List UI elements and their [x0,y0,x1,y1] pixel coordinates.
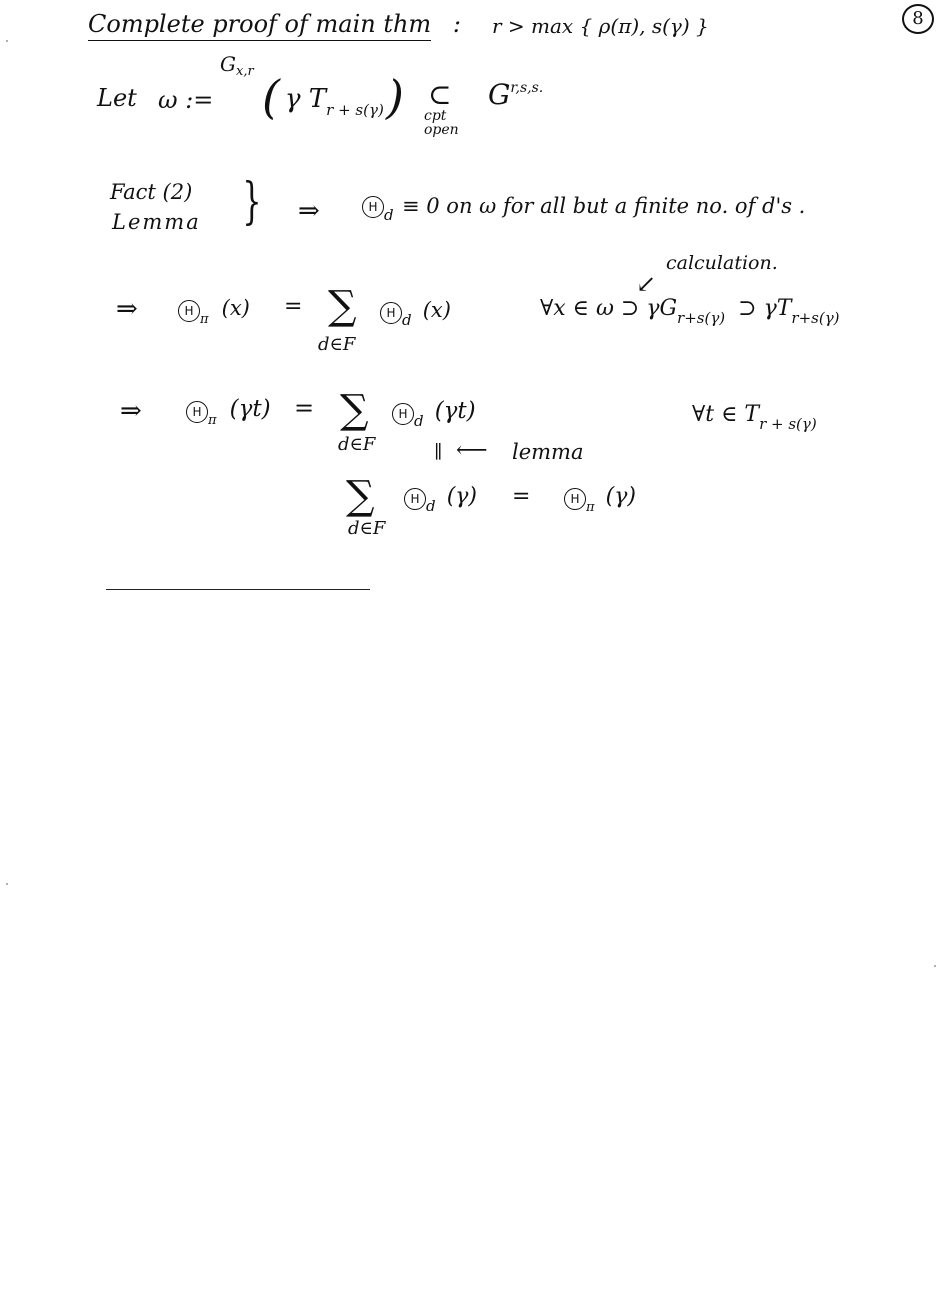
compact-label: cpt [424,108,447,124]
gamma-torus-subscript: r + s(γ) [326,101,384,119]
scan-speck [934,965,936,967]
theta-d-subscript: d [414,412,424,430]
theta-d-gamma [404,484,478,515]
domain-condition-sub2: r+s(γ) [791,309,840,327]
lemma-annotation: lemma [512,440,584,464]
theta-d-subscript: d [426,497,436,515]
end-of-proof-rule [106,589,370,590]
vanishing-statement: ≡ 0 on ω for all but a finite no. of d's . [402,194,806,218]
character-theta-icon: H [404,488,426,510]
page-number: 8 [902,4,934,34]
torus-condition-sub: r + s(γ) [759,415,817,433]
gamma-torus-letters: γ T [285,84,327,114]
open-paren: ( [262,70,280,124]
torus-condition [692,402,817,433]
character-theta-icon: H [380,302,402,324]
group-G-letter: G [488,78,511,111]
domain-condition [540,296,840,327]
annotation-arrow: ↙ [636,270,657,298]
theta-d-argument: (x) [422,298,451,322]
theta-pi-argument: (x) [221,296,250,320]
domain-condition-sub1: r+s(γ) [677,309,726,327]
equals-sign-4: = [512,484,531,509]
let-word: Let [97,84,137,112]
theta-pi-x [178,296,250,327]
theta-pi-subscript: π [200,312,209,327]
title-colon: : [452,10,461,38]
close-paren: ) [386,70,404,124]
theta-pi-gamma-t [186,396,271,428]
scan-speck [6,883,8,885]
sum-sign-3: ∑ [340,387,369,433]
theta-subscript: d [384,205,394,224]
subset-symbol: ⊂ [428,78,452,111]
omega-definition: ω := [158,86,214,114]
domain-condition-part2: ⊃ γT [738,296,792,321]
open-label: open [424,122,459,138]
scan-speck [6,40,8,42]
theta-pi-subscript: π [208,413,217,428]
theta-d [362,196,394,224]
theorem-condition: r > max { ρ(π), s(γ) } [492,14,709,38]
theta-d-argument: (γ) [446,484,478,509]
theta-pi-subscript: π [586,500,595,515]
group-G-superscript: r,s,s. [510,80,544,96]
fact-label: Fact (2) [110,180,193,204]
theta-pi-argument: (γt) [229,396,271,422]
theta-d-x [380,298,451,329]
character-theta-icon: H [362,196,384,218]
group-G [488,78,543,111]
equals-sign: = [284,294,303,319]
theta-d-gamma-t [392,398,476,430]
domain-condition-part1: ∀x ∈ ω ⊃ γG [540,296,678,321]
sum-sign: ∑ [328,283,357,329]
equals-sign-3: = [294,394,315,422]
implies-arrow-3: ⇒ [120,396,142,426]
theta-d-argument: (γt) [434,398,476,424]
implies-arrow-2: ⇒ [116,294,138,324]
theta-d-subscript: d [402,311,412,329]
gamma-torus [285,84,384,119]
character-theta-icon: H [186,401,208,423]
conjugation-group-subscript: x,r [235,64,254,79]
equality-mark: ∥ [434,442,443,463]
page-title [88,10,461,38]
right-brace: } [242,172,262,230]
title-text: Complete proof of main thm [88,10,431,41]
character-theta-icon: H [392,403,414,425]
character-theta-icon: H [564,488,586,510]
theta-pi-argument: (γ) [605,484,636,509]
sum-index-3: d∈F [338,434,376,455]
conjugation-group-letter: G [220,52,236,76]
sum-index: d∈F [318,334,356,355]
lemma-label: Lemma [112,210,201,234]
sum-index-4: d∈F [348,518,386,539]
conjugation-group [220,52,254,79]
lemma-arrow: ⟵ [456,438,488,463]
calculation-annotation: calculation. [666,252,778,274]
implies-arrow: ⇒ [298,196,320,226]
torus-condition-text: ∀t ∈ T [692,402,760,427]
character-theta-icon: H [178,300,200,322]
sum-sign-4: ∑ [346,473,375,519]
theta-pi-gamma [564,484,636,515]
